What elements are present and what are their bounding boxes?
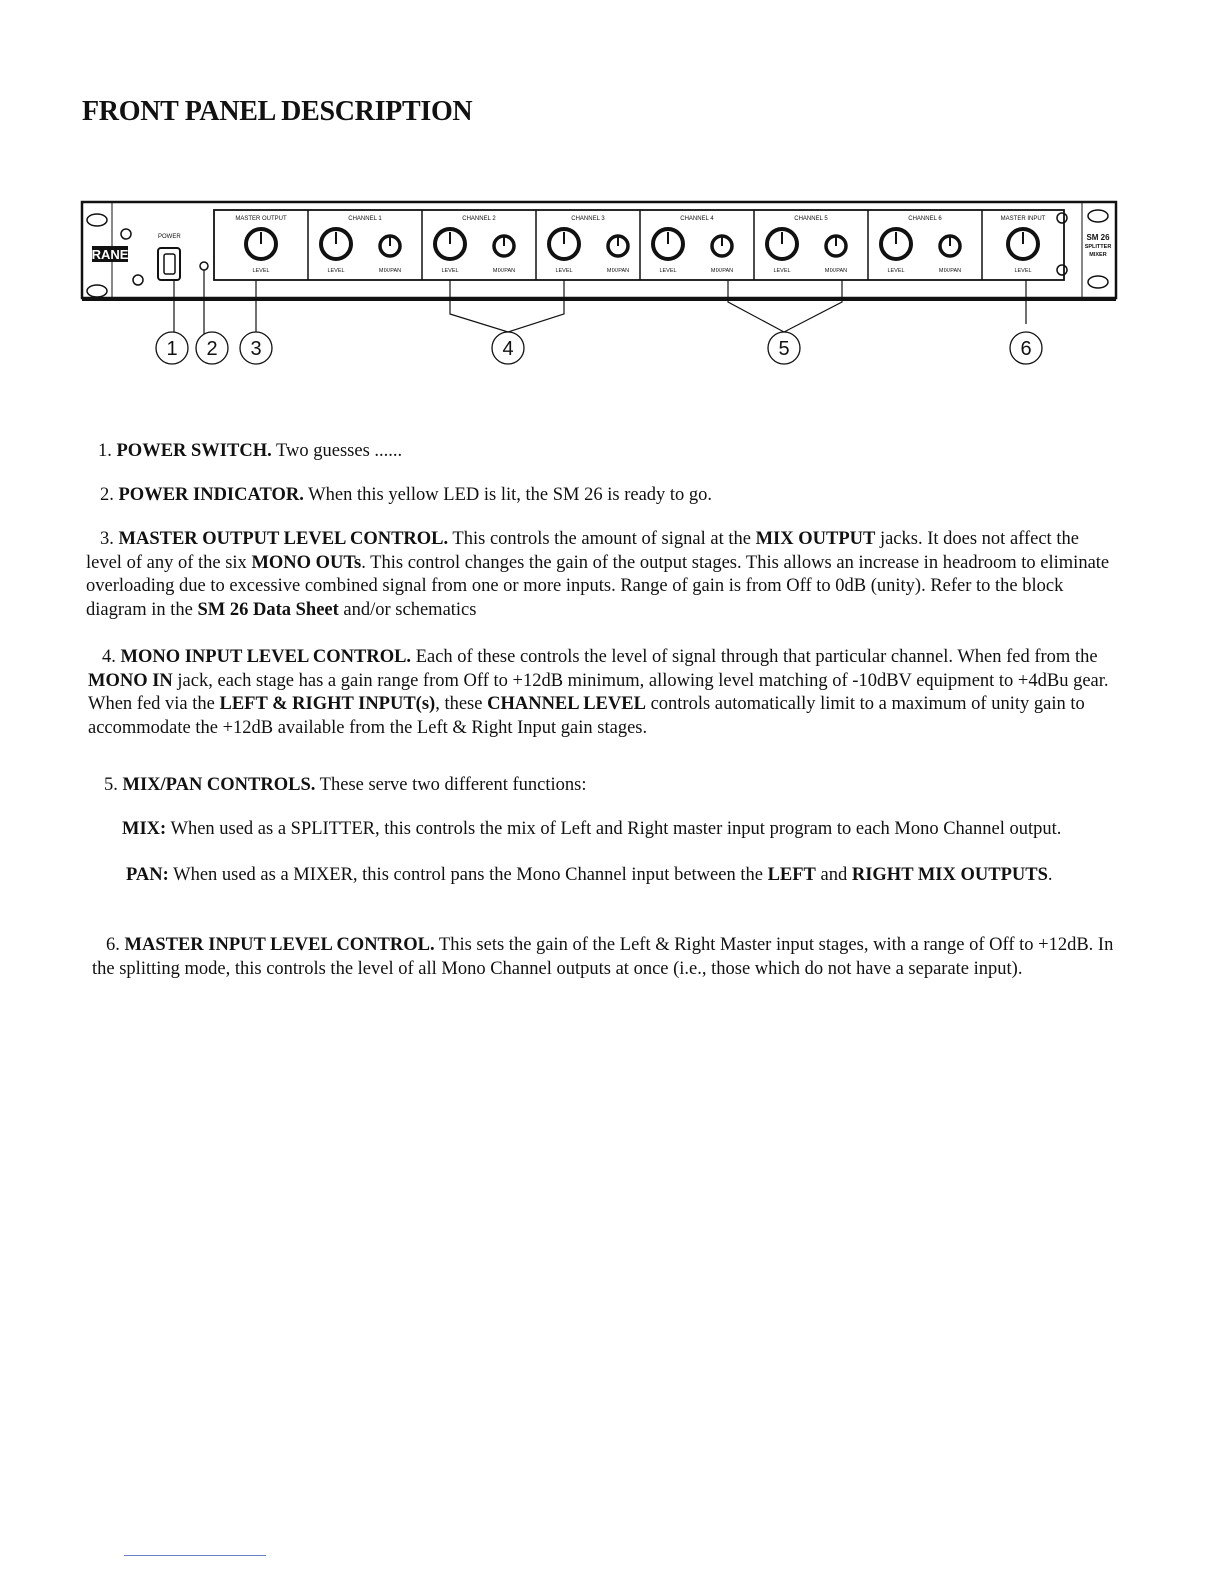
callout-marker [196, 332, 228, 364]
screw-icon [121, 229, 131, 239]
section-header: MASTER INPUT [1000, 216, 1046, 222]
mount-hole-icon [1088, 210, 1108, 222]
callout-number: 1 [166, 338, 178, 360]
knob-label: LEVEL [1014, 268, 1032, 274]
section-header: CHANNEL 4 [680, 216, 714, 222]
knob-label: MIX/PAN [492, 268, 516, 274]
knob-label: MIX/PAN [824, 268, 848, 274]
model-label [1085, 233, 1112, 258]
item-power-indicator: 2. POWER INDICATOR. When this yellow LED is lit, the SM 26 is ready to go. [100, 485, 713, 505]
section-header: CHANNEL 2 [462, 216, 496, 222]
item-master-output-level: 3. MASTER OUTPUT LEVEL CONTROL. This controls the amount of signal at the MIX OUTPUT jacks. It does not affect the level of any of the six MONO OUTs. This control changes the gain of the output stages. This allows an increase in headroom to eliminate overloading due to excessive combined signal from one or more inputs. Range of gain is from Off to 0dB (unity). Refer to the block diagram in the SM 26 Data Sheet and/or schematics [86, 529, 1110, 620]
screw-icon [1057, 265, 1067, 275]
section-header: CHANNEL 1 [348, 216, 382, 222]
item-pan-description: PAN: When used as a MIXER, this control pans the Mono Channel input between the LEFT and RIGHT MIX OUTPUTS. [126, 865, 1053, 885]
power-led [200, 262, 208, 270]
knob-label: LEVEL [555, 268, 573, 274]
item-power-switch: 1. POWER SWITCH. Two guesses ...... [98, 441, 403, 461]
callout-marker [156, 332, 188, 364]
callout-number: 4 [502, 338, 514, 360]
model-text: SPLITTER [1084, 244, 1112, 250]
item-mix-pan-controls: 5. MIX/PAN CONTROLS. These serve two different functions: [104, 775, 587, 795]
knob-label: MIX/PAN [710, 268, 734, 274]
section-header: MASTER OUTPUT [235, 216, 287, 222]
knob-label: LEVEL [773, 268, 791, 274]
panel-section [235, 216, 287, 274]
callout-number: 2 [206, 338, 218, 360]
item-mix-description: MIX: When used as a SPLITTER, this controls the mix of Left and Right master input program to each Mono Channel output. [122, 819, 1062, 839]
knob-label: MIX/PAN [606, 268, 630, 274]
panel-section [536, 210, 629, 280]
mount-hole-icon [1088, 276, 1108, 288]
panel-section [308, 210, 401, 280]
section-header: CHANNEL 5 [794, 216, 828, 222]
screw-icon [1057, 213, 1067, 223]
brand-text: RANE [91, 247, 129, 262]
callout-marker [492, 332, 524, 364]
knob-label: LEVEL [659, 268, 677, 274]
mount-hole-icon [87, 214, 107, 226]
callout-marker [240, 332, 272, 364]
knob-label: LEVEL [252, 268, 270, 274]
panel-section [640, 210, 733, 280]
panel-section [422, 210, 515, 280]
panel-section [982, 210, 1046, 280]
callout-marker [1010, 332, 1042, 364]
power-label: POWER [158, 234, 181, 240]
callout-number: 5 [778, 338, 790, 360]
screw-icon [133, 275, 143, 285]
page-title: FRONT PANEL DESCRIPTION [82, 96, 473, 127]
power-switch [158, 248, 180, 280]
callout-marker [768, 332, 800, 364]
footer-rule [124, 1555, 266, 1556]
callout-number: 6 [1020, 338, 1032, 360]
model-text: MIXER [1089, 252, 1107, 258]
knob-label: LEVEL [887, 268, 905, 274]
model-text: SM 26 [1086, 233, 1110, 242]
knob-label: MIX/PAN [378, 268, 402, 274]
section-header: CHANNEL 6 [908, 216, 942, 222]
knob-label: MIX/PAN [938, 268, 962, 274]
panel-section [868, 210, 961, 280]
knob-label: LEVEL [327, 268, 345, 274]
panel-section [754, 210, 847, 280]
callout-number: 3 [250, 338, 262, 360]
knob-label: LEVEL [441, 268, 459, 274]
item-master-input-level: 6. MASTER INPUT LEVEL CONTROL. This sets the gain of the Left & Right Master input stages, with a range of Off to +12dB. In the splitting mode, this controls the level of all Mono Channel outputs at once (i.e., those which do not have a separate input). [92, 935, 1114, 979]
mount-hole-icon [87, 285, 107, 297]
front-panel-diagram [80, 196, 1120, 376]
section-header: CHANNEL 3 [571, 216, 605, 222]
item-mono-input-level: 4. MONO INPUT LEVEL CONTROL. Each of these controls the level of signal through that particular channel. When fed from the MONO IN jack, each stage has a gain range from Off to +12dB minimum, allowing level matching of -10dBV equipment to +4dBu gear. When fed via the LEFT & RIGHT INPUT(s), these CHANNEL LEVEL controls automatically limit to a maximum of unity gain to accommodate the +12dB available from the Left & Right Input gain stages. [88, 647, 1109, 738]
